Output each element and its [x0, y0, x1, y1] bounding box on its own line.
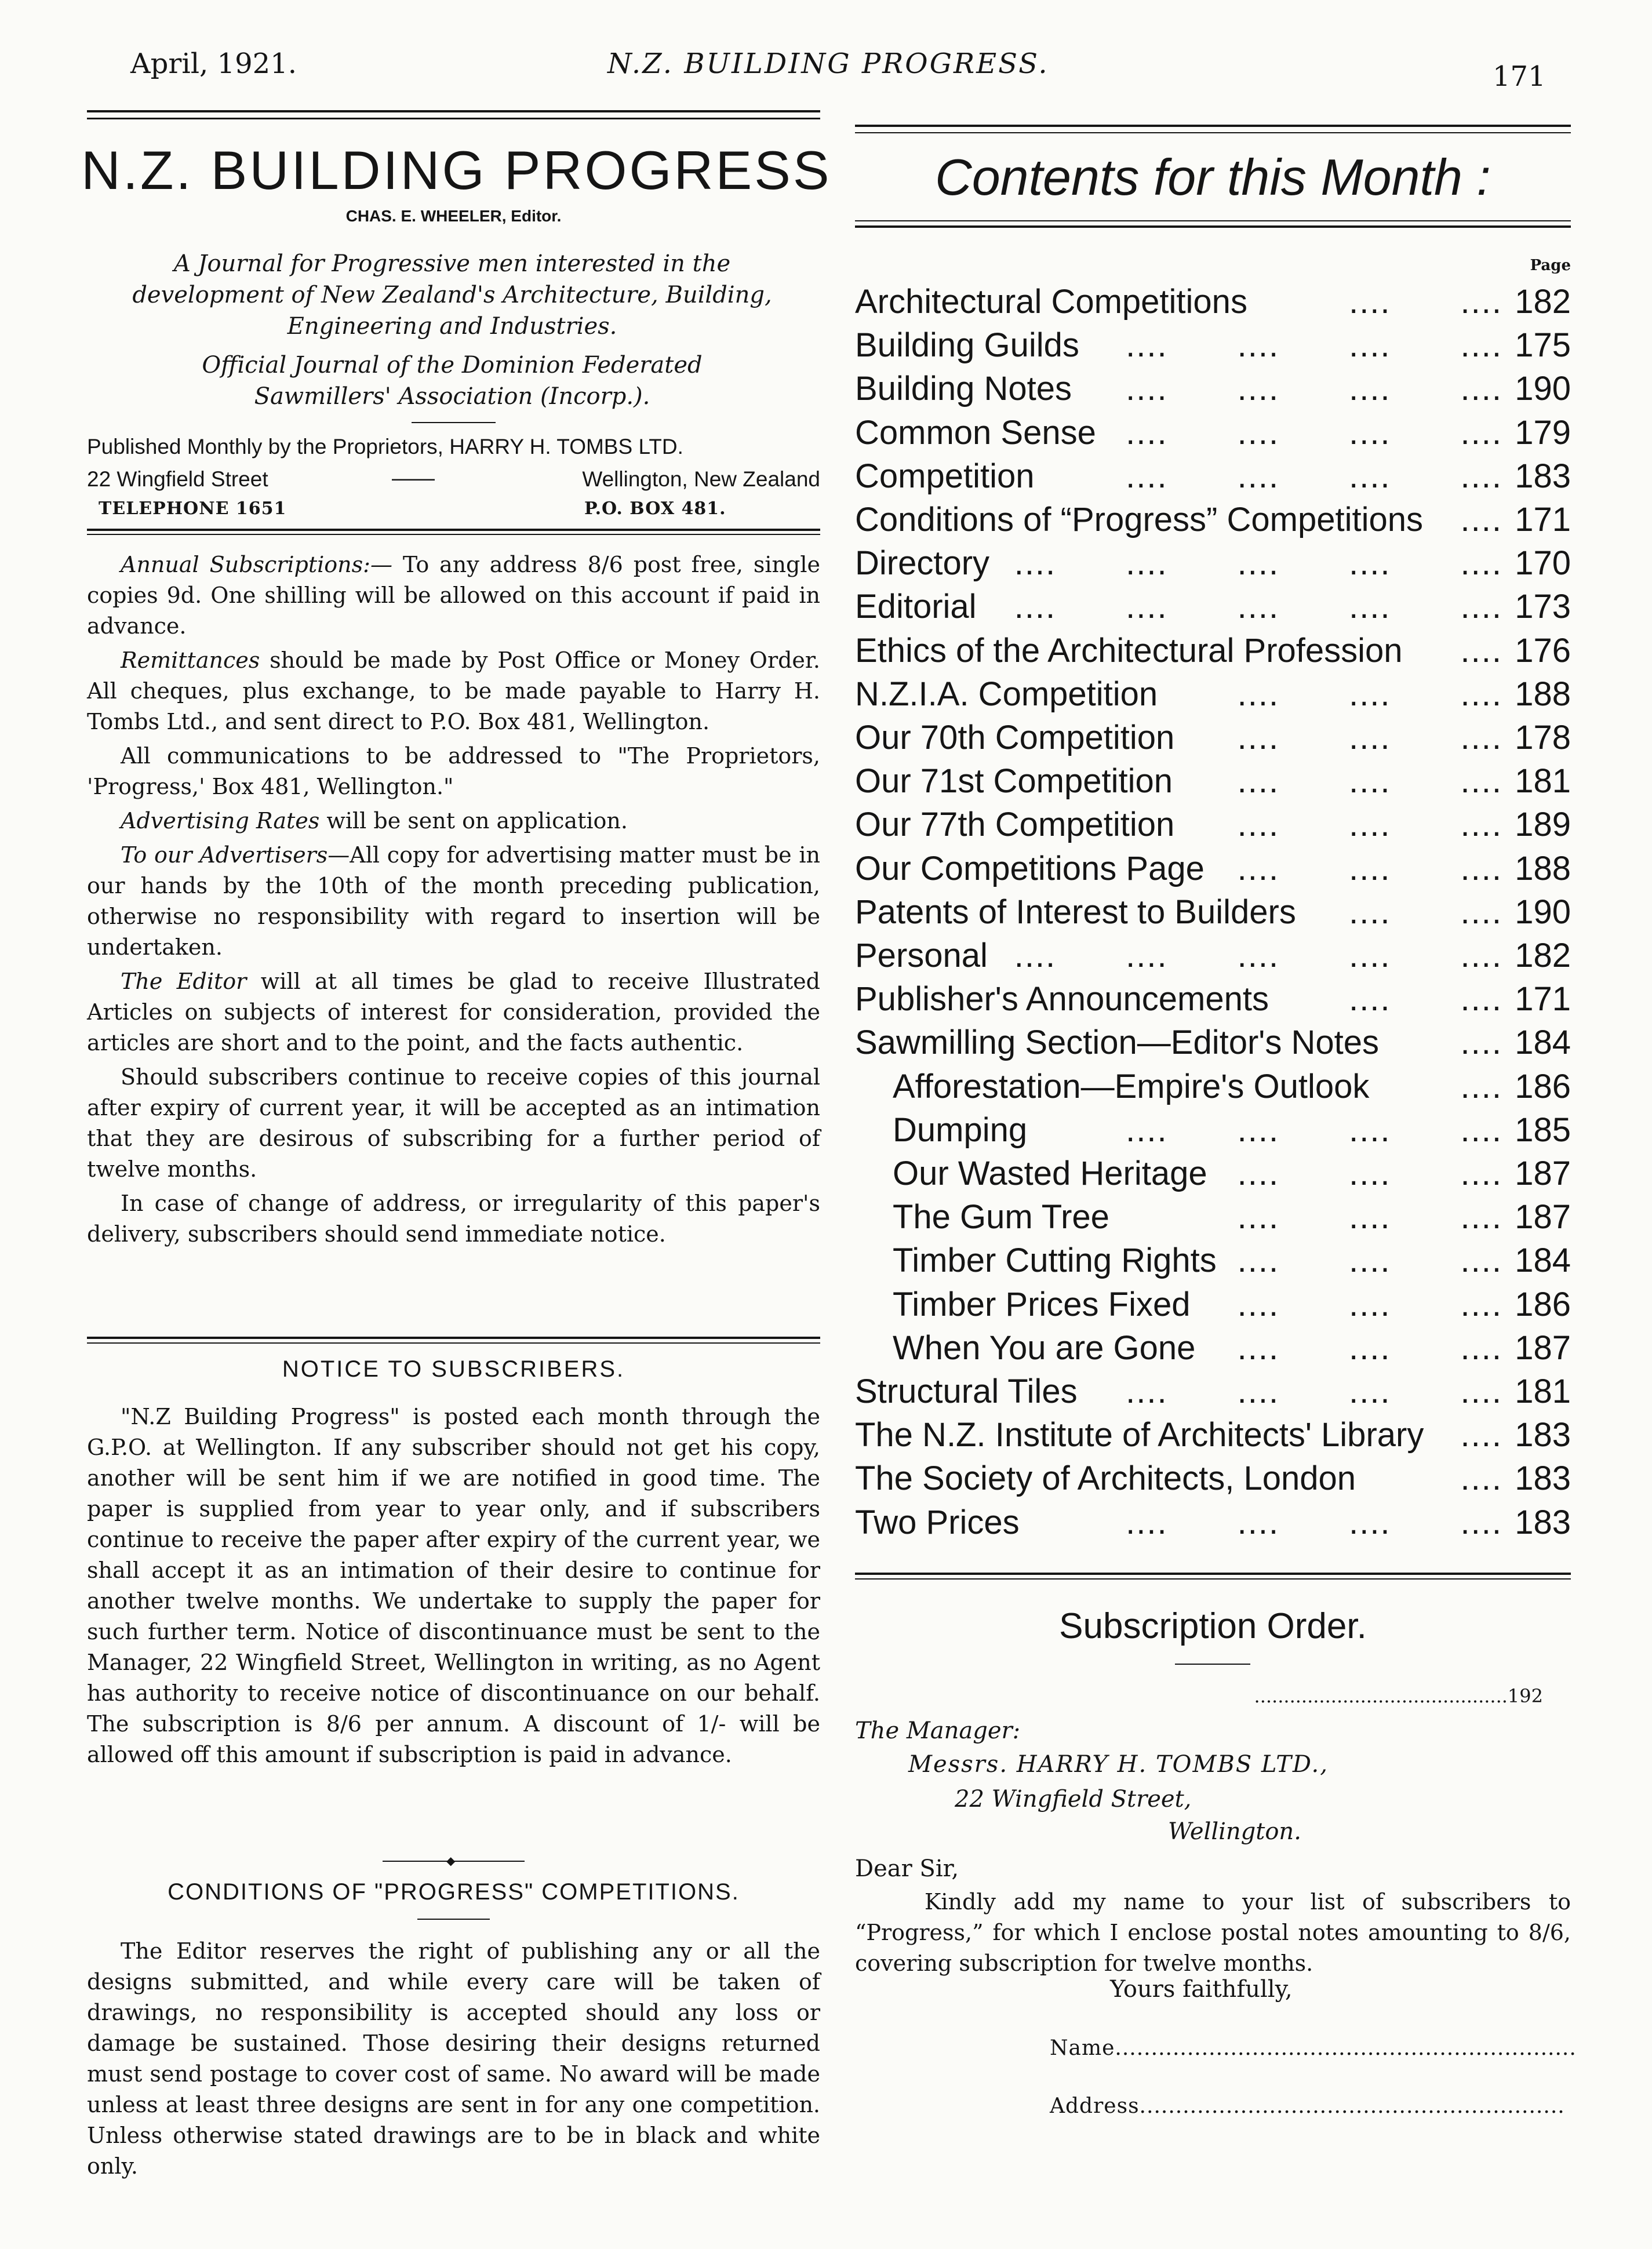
- info-paragraph: In case of change of address, or irregularity of this paper's delivery, subscribers should send immediate notice.: [87, 1191, 820, 1247]
- contents-entry: [855, 454, 1571, 498]
- contents-entry: [855, 498, 1571, 542]
- contents-entry-page: 187: [1515, 1198, 1571, 1236]
- contents-entry-page: 170: [1515, 544, 1571, 583]
- contents-list: [855, 280, 1571, 1567]
- contents-leader-dots: .... ....: [1349, 893, 1502, 931]
- contents-leader-dots: .... .... ....: [1237, 849, 1502, 887]
- contents-entry-title: Our 70th Competition: [855, 719, 1175, 756]
- info-paragraph: Remittances should be made by Post Office or Money Order. All cheques, plus exchange, to be made payable to Harry H. Tombs Ltd., and sent direct to P.O. Box 481, Wellington.: [87, 647, 820, 734]
- street-address: 22 Wingfield Street: [87, 467, 268, 491]
- contents-entry-page: 173: [1515, 588, 1571, 626]
- contents-entry-title: Directory: [855, 544, 990, 583]
- contents-entry-title: Ethics of the Architectural Profession: [855, 631, 1403, 669]
- contents-entry: [855, 672, 1571, 716]
- contents-entry-title: Competition: [855, 457, 1035, 495]
- telephone-number: TELEPHONE 1651: [99, 498, 287, 519]
- contents-leader-dots: .... .... .... ....: [1126, 1373, 1502, 1410]
- publisher-line: Published Monthly by the Proprietors, HARRY H. TOMBS LTD.: [87, 435, 683, 458]
- official-journal-note: Official Journal of the Dominion Federated Sawmillers' Association (Incorp.).: [202, 352, 703, 410]
- contents-entry-page: 178: [1515, 719, 1571, 756]
- info-paragraph: Should subscribers continue to receive copies of this journal after expiry of current year, it will be accepted as an intimation that they are desirous of subscribing for a further period of twelve months.: [87, 1064, 820, 1182]
- contents-entry: [855, 716, 1571, 760]
- contents-entry-title: Patents of Interest to Builders: [855, 893, 1296, 931]
- contents-entry-page: 188: [1515, 849, 1571, 887]
- contents-entry-title: Conditions of “Progress” Competitions: [855, 501, 1423, 538]
- contents-entry-page: 186: [1515, 1067, 1571, 1105]
- contents-leader-dots: .... .... .... .... ....: [1014, 588, 1502, 626]
- contents-entry-title: Publisher's Announcements: [855, 980, 1269, 1018]
- address-separator: ——: [392, 466, 435, 490]
- notice-heading: NOTICE TO SUBSCRIBERS.: [282, 1356, 625, 1382]
- editor-name: CHAS. E. WHEELER, Editor.: [345, 207, 562, 225]
- notice-body: "N.Z Building Progress" is posted each month through the G.P.O. at Wellington. If any subscriber should not get his copy, another will be sent him if we are notified in good time. The paper is supplied from year to year only, and if subscribers continue to receive the paper after expiry of the current year, we shall accept it as an intimation of their desire to continue for another twelve months. We undertake to supply the paper for such further term. Notice of discontinuance must be sent to the Manager, 22 Wingfield Street, Wellington in writing, as no Agent has authority to receive notice of discontinuance on our behalf. The subscription is 8/6 per annum. A discount of 1/- will be allowed off this amount if subscription is paid in advance.: [87, 1404, 820, 1767]
- info-paragraph: Advertising Rates will be sent on application.: [121, 808, 628, 834]
- contents-entry-page: 187: [1515, 1329, 1571, 1367]
- contents-entry-page: 186: [1515, 1285, 1571, 1323]
- contents-entry-title: Architectural Competitions: [855, 283, 1247, 321]
- contents-entry-title: Sawmilling Section—Editor's Notes: [855, 1024, 1379, 1062]
- contents-entry: [855, 1413, 1571, 1457]
- contents-entry: [855, 1283, 1571, 1327]
- po-box: P.O. BOX 481.: [584, 498, 726, 519]
- contents-entry-page: 185: [1515, 1111, 1571, 1149]
- contents-leader-dots: .... .... .... ....: [1126, 326, 1502, 365]
- contents-leader-dots: .... .... .... ....: [1126, 370, 1502, 408]
- contents-leader-dots: .... .... ....: [1237, 1198, 1502, 1236]
- info-paragraph: Annual Subscriptions:— To any address 8/6 post free, single copies 9d. One shilling will be allowed on this account if paid in advance.: [87, 552, 820, 639]
- contents-entry-title: Dumping: [893, 1111, 1028, 1149]
- masthead-title: N.Z. BUILDING PROGRESS: [81, 140, 832, 201]
- running-title: N.Z. BUILDING PROGRESS.: [607, 48, 1049, 80]
- contents-title: Contents for this Month :: [935, 148, 1491, 206]
- contents-entry: [855, 1195, 1571, 1239]
- contents-leader-dots: .... .... ....: [1237, 1242, 1502, 1280]
- contents-entry-page: 184: [1515, 1024, 1571, 1062]
- contents-entry-page: 188: [1515, 675, 1571, 713]
- contents-entry-page: 190: [1515, 370, 1571, 408]
- contents-entry-title: Common Sense: [855, 413, 1096, 452]
- order-body: Kindly add my name to your list of subscribers to “Progress,” for which I enclose postal notes amounting to 8/6, covering subscription for twelve months.: [855, 1889, 1571, 1976]
- contents-leader-dots: .... .... ....: [1237, 675, 1502, 713]
- conditions-heading: CONDITIONS OF "PROGRESS" COMPETITIONS.: [168, 1879, 740, 1905]
- subscription-heading: Subscription Order.: [1059, 1606, 1367, 1646]
- contents-leader-dots: .... .... .... ....: [1126, 457, 1502, 495]
- contents-entry: [855, 1152, 1571, 1196]
- contents-entry: [855, 323, 1571, 367]
- contents-entry-page: 183: [1515, 1416, 1571, 1454]
- contents-leader-dots: .... .... .... ....: [1126, 1111, 1502, 1149]
- contents-entry-title: When You are Gone: [893, 1329, 1196, 1367]
- contents-entry-page: 171: [1515, 980, 1571, 1018]
- contents-leader-dots: .... .... ....: [1237, 1285, 1502, 1323]
- contents-entry-page: 183: [1515, 1460, 1571, 1498]
- contents-leader-dots: ....: [1460, 631, 1502, 669]
- contents-entry: [855, 934, 1571, 978]
- contents-entry-page: 190: [1515, 893, 1571, 931]
- contents-entry: [855, 1021, 1571, 1065]
- contents-entry-page: 176: [1515, 631, 1571, 669]
- contents-entry-title: N.Z.I.A. Competition: [855, 675, 1158, 713]
- contents-entry-page: 175: [1515, 326, 1571, 365]
- contents-entry: [855, 1108, 1571, 1152]
- contents-entry-title: Our 77th Competition: [855, 806, 1175, 844]
- contents-entry-page: 189: [1515, 806, 1571, 844]
- contents-leader-dots: .... ....: [1349, 283, 1502, 321]
- contents-entry-title: Our Wasted Heritage: [893, 1155, 1207, 1192]
- order-company: Messrs. HARRY H. TOMBS LTD.,: [908, 1751, 1329, 1778]
- contents-entry-title: Our Competitions Page: [855, 849, 1205, 887]
- contents-entry: [855, 367, 1571, 411]
- contents-entry-page: 184: [1515, 1242, 1571, 1280]
- order-salutation: Dear Sir,: [855, 1855, 959, 1882]
- contents-entry-title: Personal: [855, 937, 988, 974]
- contents-entry: [855, 1370, 1571, 1414]
- contents-entry-title: Timber Cutting Rights: [893, 1242, 1217, 1280]
- contents-entry: [855, 1239, 1571, 1283]
- contents-entry-title: Our 71st Competition: [855, 762, 1173, 800]
- contents-leader-dots: .... .... ....: [1237, 762, 1502, 800]
- contents-entry-page: 171: [1515, 501, 1571, 538]
- order-address-field: Address...........................................................: [1050, 2094, 1565, 2118]
- contents-entry-title: Two Prices: [855, 1503, 1020, 1541]
- order-city: Wellington.: [1168, 1818, 1301, 1845]
- contents-entry-page: 182: [1515, 283, 1571, 321]
- page-column-label: Page: [1530, 257, 1571, 274]
- contents-leader-dots: .... .... ....: [1237, 719, 1502, 756]
- order-closing: Yours faithfully,: [1110, 1976, 1293, 2003]
- contents-entry: [855, 803, 1571, 847]
- contents-entry-page: 187: [1515, 1155, 1571, 1192]
- contents-entry: [855, 759, 1571, 803]
- contents-entry-title: Editorial: [855, 588, 977, 626]
- contents-leader-dots: ....: [1460, 1024, 1502, 1062]
- contents-entry-page: 181: [1515, 1373, 1571, 1410]
- contents-entry: [855, 585, 1571, 629]
- city-address: Wellington, New Zealand: [582, 467, 820, 491]
- contents-entry: [855, 541, 1571, 585]
- contents-leader-dots: .... ....: [1349, 980, 1502, 1018]
- contents-leader-dots: .... .... .... .... ....: [1014, 937, 1502, 974]
- contents-entry: [855, 977, 1571, 1021]
- page-number: 171: [1493, 60, 1546, 93]
- contents-leader-dots: ....: [1460, 501, 1502, 538]
- contents-entry: [855, 1326, 1571, 1370]
- masthead-tagline: A Journal for Progressive men interested in the development of New Zealand's Architecture, Building, Engineering and Industries.: [132, 250, 772, 340]
- contents-entry: [855, 1457, 1571, 1501]
- info-paragraph: All communications to be addressed to "The Proprietors, 'Progress,' Box 481, Wellington.": [87, 743, 820, 799]
- conditions-body: The Editor reserves the right of publishing any or all the designs submitted, and while every care will be taken of drawings, no responsibility is accepted should any loss or damage be sustained. Those desiring their designs returned must send postage to cover cost of same. No award will be made unless at least three designs are sent in for any one competition. Unless otherwise stated drawings are to be in black and white only.: [87, 1938, 820, 2179]
- contents-entry: [855, 1501, 1571, 1545]
- contents-leader-dots: .... .... ....: [1237, 806, 1502, 844]
- subscription-info: [87, 549, 820, 1250]
- order-date-line: ...........................................192: [1254, 1685, 1543, 1707]
- contents-leader-dots: .... .... ....: [1237, 1155, 1502, 1192]
- contents-entry-page: 181: [1515, 762, 1571, 800]
- contents-entry-title: Building Notes: [855, 370, 1072, 408]
- order-name-field: Name................................................................: [1050, 2036, 1577, 2060]
- order-street: 22 Wingfield Street,: [955, 1786, 1192, 1813]
- contents-entry-page: 179: [1515, 413, 1571, 452]
- contents-entry: [855, 629, 1571, 673]
- contents-leader-dots: ....: [1460, 1416, 1502, 1454]
- contents-entry: [855, 411, 1571, 455]
- contents-entry: [855, 847, 1571, 891]
- contents-leader-dots: .... .... .... .... ....: [1014, 544, 1502, 583]
- contents-leader-dots: ....: [1460, 1067, 1502, 1105]
- issue-date: April, 1921.: [130, 48, 297, 80]
- ornament-diamond: ◆: [446, 1854, 456, 1868]
- contents-entry: [855, 1065, 1571, 1109]
- order-recipient: The Manager:: [855, 1717, 1021, 1744]
- contents-entry-title: The Gum Tree: [893, 1198, 1109, 1236]
- contents-leader-dots: .... .... .... ....: [1126, 413, 1502, 452]
- contents-entry: [855, 280, 1571, 324]
- contents-entry-page: 183: [1515, 1503, 1571, 1541]
- contents-leader-dots: .... .... ....: [1237, 1329, 1502, 1367]
- contents-leader-dots: ....: [1460, 1460, 1502, 1498]
- info-paragraph: To our Advertisers—All copy for advertising matter must be in our hands by the 10th of the month preceding publication, otherwise no responsibility with regard to insertion will be undertaken.: [87, 842, 820, 960]
- contents-entry-title: The N.Z. Institute of Architects' Library: [855, 1416, 1424, 1454]
- contents-entry: [855, 890, 1571, 934]
- contents-entry-page: 183: [1515, 457, 1571, 495]
- contents-leader-dots: .... .... .... ....: [1126, 1503, 1502, 1541]
- info-paragraph: The Editor will at all times be glad to receive Illustrated Articles on subjects of interest for consideration, provided the articles are short and to the point, and the facts authentic.: [87, 969, 820, 1056]
- contents-entry-title: Afforestation—Empire's Outlook: [893, 1067, 1370, 1105]
- contents-entry-title: Timber Prices Fixed: [893, 1285, 1191, 1323]
- contents-entry-page: 182: [1515, 937, 1571, 974]
- contents-entry-title: The Society of Architects, London: [855, 1460, 1356, 1498]
- contents-entry-title: Structural Tiles: [855, 1373, 1078, 1410]
- contents-entry-title: Building Guilds: [855, 326, 1079, 365]
